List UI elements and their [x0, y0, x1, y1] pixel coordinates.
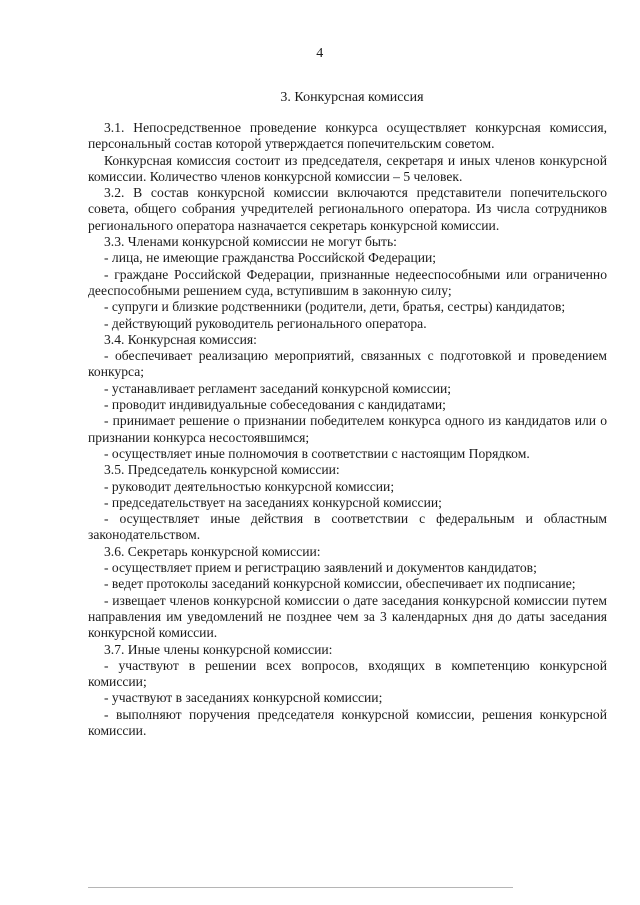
paragraph-3-4: 3.4. Конкурсная комиссия:	[104, 331, 257, 347]
list-item: - руководит деятельностью конкурсной комиссии;	[104, 478, 395, 494]
section-title: 3. Конкурсная комиссия	[280, 90, 424, 105]
list-item: - устанавливает регламент заседаний конкурсной комиссии;	[104, 380, 452, 396]
paragraph-3-2: 3.2. В состав конкурсной комиссии включаются представители попечительского совета, общего собрания учредителей регионального оператора. Из числа сотрудников регионального оператора назначается секретарь конкурсной комиссии.	[88, 185, 607, 233]
paragraph-commission-composition: Конкурсная комиссия состоит из председателя, секретаря и иных членов конкурсной комиссии. Количество членов конкурсной комиссии – 5 человек.	[88, 152, 607, 184]
page-number: 4	[316, 46, 324, 61]
paragraph-3-5: 3.5. Председатель конкурсной комиссии:	[104, 462, 340, 478]
list-item: - осуществляет прием и регистрацию заявлений и документов кандидатов;	[104, 560, 537, 576]
paragraph-3-3: 3.3. Членами конкурсной комиссии не могут быть:	[104, 234, 397, 250]
paragraph-3-1: 3.1. Непосредственное проведение конкурса осуществляет конкурсная комиссия, персональный состав которой утверждается попечительским советом.	[88, 120, 607, 152]
list-item: - принимает решение о признании победителем конкурса одного из кандидатов или о признании конкурса несостоявшимся;	[88, 413, 607, 445]
paragraph-3-7: 3.7. Иные члены конкурсной комиссии:	[104, 641, 333, 657]
list-item: - участвуют в решении всех вопросов, входящих в компетенцию конкурсной комиссии;	[88, 657, 607, 690]
list-item: - выполняют поручения председателя конкурсной комиссии, решения конкурсной комиссии.	[88, 706, 607, 738]
list-item: - супруги и близкие родственники (родители, дети, братья, сестры) кандидатов;	[104, 299, 566, 315]
list-item: - обеспечивает реализацию мероприятий, связанных с подготовкой и проведением конкурса;	[88, 348, 607, 380]
footer-divider	[88, 887, 513, 888]
list-item: - лица, не имеющие гражданства Российской Федерации;	[104, 250, 437, 266]
list-item: - осуществляет иные действия в соответствии с федеральным и областным законодательством.	[88, 511, 607, 543]
paragraph-3-6: 3.6. Секретарь конкурсной комиссии:	[104, 543, 321, 559]
list-item: - извещает членов конкурсной комиссии о дате заседания конкурсной комиссии путем направления им уведомлений не позднее чем за 3 календарных дня до даты заседания конкурсной комиссии.	[88, 592, 607, 641]
list-item: - осуществляет иные полномочия в соответствии с настоящим Порядком.	[104, 445, 530, 461]
list-item: - ведет протоколы заседаний конкурсной комиссии, обеспечивает их подписание;	[104, 576, 576, 592]
section-body	[88, 120, 607, 739]
list-item: - председательствует на заседаниях конкурсной комиссии;	[104, 494, 442, 510]
list-item: - граждане Российской Федерации, признанные недееспособными или ограниченно дееспособными решением суда, вступившим в законную силу;	[88, 266, 607, 298]
list-item: - действующий руководитель регионального оператора.	[104, 315, 427, 331]
list-item: - проводит индивидуальные собеседования с кандидатами;	[104, 397, 446, 413]
list-item: - участвуют в заседаниях конкурсной комиссии;	[104, 690, 383, 706]
